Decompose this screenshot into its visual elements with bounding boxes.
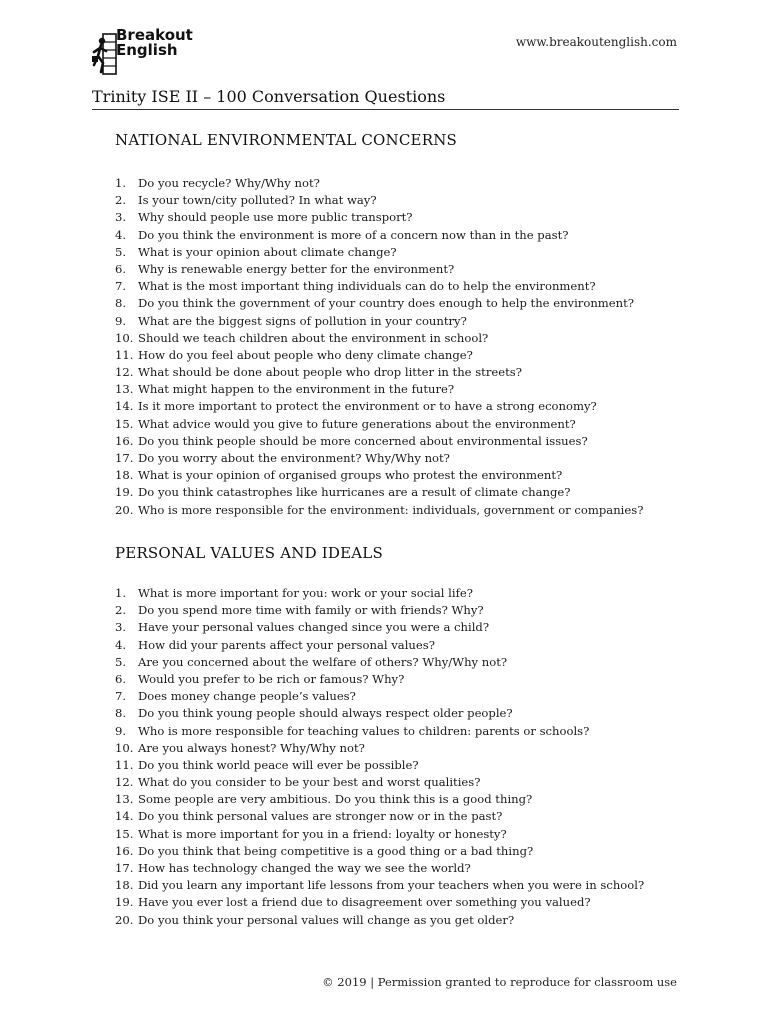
- question-item: [115, 740, 675, 757]
- question-number: 14.: [115, 399, 134, 414]
- question-number: 18.: [115, 468, 134, 483]
- question-number: 12.: [115, 775, 134, 790]
- question-text: Do you spend more time with family or with friends? Why?: [138, 603, 484, 618]
- question-item: [115, 364, 675, 381]
- question-number: 18.: [115, 878, 134, 893]
- question-number: 2.: [115, 193, 127, 208]
- question-number: 20.: [115, 502, 134, 517]
- question-item: [115, 175, 675, 192]
- question-item: [115, 330, 675, 347]
- question-item: [115, 877, 675, 894]
- logo-line-2: English: [116, 41, 178, 59]
- question-number: 5.: [115, 244, 127, 259]
- question-number: 9.: [115, 313, 127, 328]
- question-number: 4.: [115, 637, 127, 652]
- running-figure-icon: [92, 32, 118, 76]
- question-text: Do you think young people should always respect older people?: [138, 706, 513, 721]
- question-text: Who is more responsible for the environment: individuals, government or companies?: [138, 502, 644, 517]
- question-text: How did your parents affect your personal values?: [138, 637, 435, 652]
- question-number: 3.: [115, 210, 127, 225]
- question-number: 6.: [115, 671, 127, 686]
- question-text: Does money change people’s values?: [138, 689, 356, 704]
- question-number: 3.: [115, 620, 127, 635]
- question-text: Are you concerned about the welfare of others? Why/Why not?: [138, 654, 508, 669]
- question-number: 12.: [115, 365, 134, 380]
- question-number: 15.: [115, 826, 134, 841]
- logo-wordmark: [116, 28, 193, 58]
- question-item: [115, 826, 675, 843]
- question-item: [115, 843, 675, 860]
- question-number: 13.: [115, 382, 134, 397]
- question-text: Why should people use more public transport?: [138, 210, 413, 225]
- question-text: Did you learn any important life lessons from your teachers when you were in school?: [138, 878, 645, 893]
- question-item: [115, 295, 675, 312]
- question-item: [115, 894, 675, 911]
- question-item: [115, 398, 675, 415]
- question-number: 8.: [115, 706, 127, 721]
- question-text: Have you ever lost a friend due to disagreement over something you valued?: [138, 895, 591, 910]
- question-item: [115, 912, 675, 929]
- question-item: [115, 791, 675, 808]
- question-item: [115, 671, 675, 688]
- question-number: 8.: [115, 296, 127, 311]
- question-text: Do you recycle? Why/Why not?: [138, 176, 320, 190]
- question-item: [115, 808, 675, 825]
- question-item: [115, 619, 675, 636]
- question-item: [115, 450, 675, 467]
- question-text: Have your personal values changed since you were a child?: [138, 620, 490, 635]
- question-number: 15.: [115, 416, 134, 431]
- question-text: Do you think the government of your country does enough to help the environment?: [138, 296, 634, 311]
- question-item: [115, 313, 675, 330]
- question-number: 1.: [115, 586, 127, 600]
- question-list-environment: [115, 175, 675, 519]
- title-divider: [92, 109, 679, 110]
- question-text: How do you feel about people who deny climate change?: [138, 347, 473, 362]
- question-text: What is more important for you: work or your social life?: [138, 586, 473, 600]
- question-number: 16.: [115, 843, 134, 858]
- question-item: [115, 209, 675, 226]
- question-item: [115, 654, 675, 671]
- question-number: 7.: [115, 279, 127, 294]
- question-text: Do you think personal values are stronger now or in the past?: [138, 809, 503, 824]
- question-text: Who is more responsible for teaching values to children: parents or schools?: [138, 723, 590, 738]
- question-item: [115, 637, 675, 654]
- question-text: What advice would you give to future generations about the environment?: [138, 416, 576, 431]
- question-text: Do you think your personal values will change as you get older?: [138, 912, 515, 927]
- question-number: 11.: [115, 757, 134, 772]
- question-text: What are the biggest signs of pollution in your country?: [138, 313, 467, 328]
- question-text: What is your opinion of organised groups who protest the environment?: [138, 468, 563, 483]
- question-item: [115, 278, 675, 295]
- question-number: 16.: [115, 433, 134, 448]
- copyright-footer: © 2019 | Permission granted to reproduce for classroom use: [322, 975, 677, 989]
- question-number: 19.: [115, 895, 134, 910]
- question-item: [115, 860, 675, 877]
- question-item: [115, 192, 675, 209]
- question-item: [115, 416, 675, 433]
- question-item: [115, 757, 675, 774]
- question-text: What should be done about people who drop litter in the streets?: [138, 365, 522, 380]
- question-number: 11.: [115, 347, 134, 362]
- question-item: [115, 602, 675, 619]
- question-number: 17.: [115, 861, 134, 875]
- question-text: How has technology changed the way we see the world?: [138, 861, 471, 875]
- question-item: [115, 227, 675, 244]
- question-number: 7.: [115, 689, 127, 704]
- question-text: Are you always honest? Why/Why not?: [138, 740, 365, 755]
- section-heading-environment: NATIONAL ENVIRONMENTAL CONCERNS: [115, 131, 458, 149]
- question-text: What is your opinion about climate change?: [138, 244, 397, 259]
- question-number: 9.: [115, 723, 127, 738]
- question-number: 6.: [115, 261, 127, 276]
- question-item: [115, 244, 675, 261]
- question-number: 14.: [115, 809, 134, 824]
- question-text: What is the most important thing individuals can do to help the environment?: [138, 279, 596, 294]
- question-text: Do you think world peace will ever be possible?: [138, 757, 419, 772]
- question-text: Do you worry about the environment? Why/Why not?: [138, 451, 450, 465]
- question-number: 17.: [115, 451, 134, 465]
- logo-line-1: Breakout: [116, 26, 193, 44]
- question-text: What do you consider to be your best and worst qualities?: [138, 775, 481, 790]
- question-item: [115, 261, 675, 278]
- question-item: [115, 585, 675, 602]
- breakout-english-logo: [92, 28, 212, 78]
- question-number: 10.: [115, 740, 134, 755]
- question-text: Is it more important to protect the environment or to have a strong economy?: [138, 399, 597, 414]
- question-text: Should we teach children about the environment in school?: [138, 330, 489, 345]
- question-text: Why is renewable energy better for the environment?: [138, 261, 455, 276]
- question-number: 1.: [115, 176, 127, 190]
- question-number: 19.: [115, 485, 134, 500]
- question-number: 20.: [115, 912, 134, 927]
- question-item: [115, 774, 675, 791]
- question-number: 13.: [115, 792, 134, 807]
- question-text: Do you think that being competitive is a good thing or a bad thing?: [138, 843, 534, 858]
- site-url[interactable]: www.breakoutenglish.com: [515, 35, 677, 49]
- question-item: [115, 688, 675, 705]
- document-title: Trinity ISE II – 100 Conversation Questions: [92, 87, 446, 106]
- section-heading-values: PERSONAL VALUES AND IDEALS: [115, 544, 383, 562]
- question-item: [115, 467, 675, 484]
- question-item: [115, 723, 675, 740]
- question-item: [115, 347, 675, 364]
- question-item: [115, 381, 675, 398]
- question-number: 4.: [115, 227, 127, 242]
- question-list-values: [115, 585, 675, 929]
- question-text: What might happen to the environment in the future?: [138, 382, 455, 397]
- question-number: 2.: [115, 603, 127, 618]
- question-text: Do you think the environment is more of a concern now than in the past?: [138, 227, 569, 242]
- question-text: Some people are very ambitious. Do you think this is a good thing?: [138, 792, 533, 807]
- question-number: 5.: [115, 654, 127, 669]
- question-text: Do you think catastrophes like hurricanes are a result of climate change?: [138, 485, 571, 500]
- question-text: Is your town/city polluted? In what way?: [138, 193, 377, 208]
- question-item: [115, 433, 675, 450]
- question-text: Do you think people should be more concerned about environmental issues?: [138, 433, 588, 448]
- question-text: Would you prefer to be rich or famous? Why?: [138, 671, 405, 686]
- question-item: [115, 502, 675, 519]
- question-item: [115, 705, 675, 722]
- question-item: [115, 484, 675, 501]
- question-text: What is more important for you in a friend: loyalty or honesty?: [138, 826, 507, 841]
- question-number: 10.: [115, 330, 134, 345]
